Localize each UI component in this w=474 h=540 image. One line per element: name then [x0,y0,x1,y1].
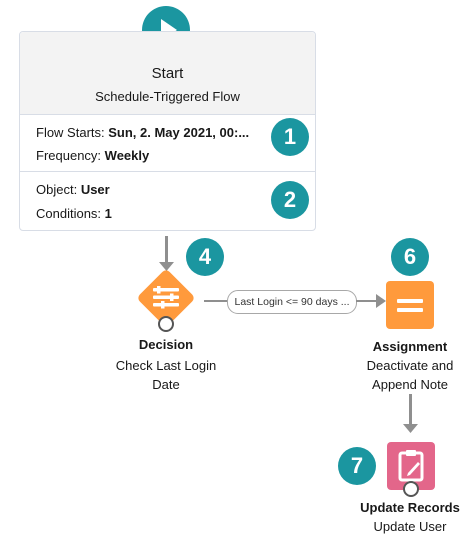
conditions-value: 1 [104,206,112,221]
arrow-down-icon [403,424,418,434]
step-badge-1: 1 [271,118,309,156]
assignment-node[interactable] [386,281,434,329]
step-badge-7: 7 [338,447,376,485]
frequency-value: Weekly [104,148,150,163]
assignment-title: Assignment [372,339,448,354]
schedule-section[interactable] [20,115,315,172]
object-value: User [80,182,110,197]
flow-starts-row [36,125,249,140]
outcome-label[interactable]: Last Login <= 90 days ... [227,290,357,314]
decision-icon [153,286,179,309]
update-records-subtitle: Update User [373,519,447,534]
assignment-subtitle-line1: Deactivate and [366,358,454,373]
update-records-title: Update Records [360,500,460,515]
conditions-label: Conditions: [36,206,102,221]
conditions-row [36,206,112,221]
step-badge-6: 6 [391,238,429,276]
decision-subtitle-line2: Date [152,377,180,392]
update-records-connector[interactable] [403,481,419,497]
step-badge-4: 4 [186,238,224,276]
connector-decision-outcome-left [204,300,228,302]
decision-connector[interactable] [158,316,174,332]
start-node-subtitle: Schedule-Triggered Flow [95,89,240,104]
arrow-right-icon [376,294,386,308]
connector-assignment-update [409,394,412,426]
start-node-header [20,32,315,115]
frequency-label: Frequency: [36,148,102,163]
flow-starts-value: Sun, 2. May 2021, 00:... [108,125,250,140]
assignment-subtitle-line2: Append Note [372,377,448,392]
decision-title: Decision [138,337,194,352]
object-label: Object: [36,182,78,197]
frequency-row [36,148,149,163]
flow-starts-label: Flow Starts: [36,125,105,140]
start-node-title: Start [151,65,184,82]
object-row [36,182,110,197]
decision-subtitle-line1: Check Last Login [115,358,217,373]
step-badge-2: 2 [271,181,309,219]
